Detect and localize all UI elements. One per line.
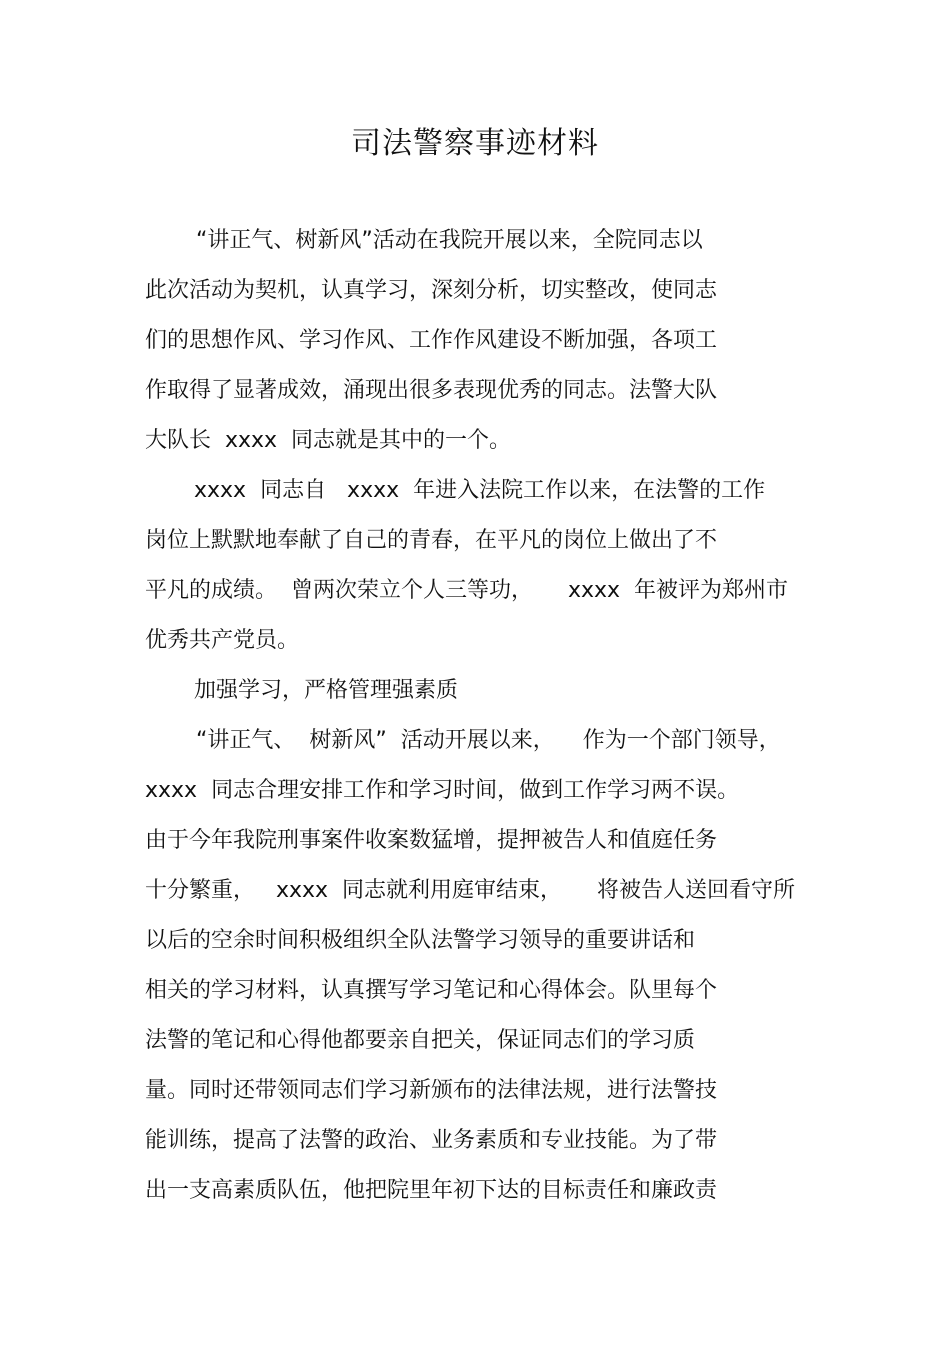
body-line: 大队长 xxxx 同志就是其中的一个。 (145, 428, 512, 453)
body-line: 由于今年我院刑事案件收案数猛增，提押被告人和值庭任务 (145, 828, 718, 853)
body-line: 相关的学习材料，认真撰写学习笔记和心得体会。队里每个 (145, 978, 718, 1003)
body-line: 量。同时还带领同志们学习新颁布的法律法规，进行法警技 (145, 1078, 718, 1103)
body-line: “讲正气、 树新风” 活动开展以来， 作为一个部门领导， (196, 728, 781, 753)
body-line: 岗位上默默地奉献了自己的青春，在平凡的岗位上做出了不 (145, 528, 718, 553)
document-title: 司法警察事迹材料 (351, 126, 599, 161)
body-line: 出一支高素质队伍，他把院里年初下达的目标责任和廉政责 (145, 1178, 718, 1203)
body-line: 十分繁重， xxxx 同志就利用庭审结束， 将被告人送回看守所 (145, 878, 796, 903)
body-line: 以后的空余时间积极组织全队法警学习领导的重要讲话和 (145, 928, 696, 953)
body-line: xxxx 同志自 xxxx 年进入法院工作以来，在法警的工作 (194, 478, 766, 503)
body-line: 此次活动为契机，认真学习，深刻分析，切实整改，使同志 (145, 278, 718, 303)
body-line: 平凡的成绩。 曾两次荣立个人三等功， xxxx 年被评为郑州市 (145, 578, 789, 603)
body-line: xxxx 同志合理安排工作和学习时间，做到工作学习两不误。 (145, 778, 740, 803)
body-line: 作取得了显著成效，涌现出很多表现优秀的同志。法警大队 (145, 378, 718, 403)
section-heading: 加强学习，严格管理强素质 (194, 678, 459, 703)
body-line: 法警的笔记和心得他都要亲自把关，保证同志们的学习质 (145, 1028, 696, 1053)
body-line: 能训练，提高了法警的政治、业务素质和专业技能。为了带 (145, 1128, 718, 1153)
body-line: “讲正气、树新风”活动在我院开展以来，全院同志以 (196, 228, 703, 253)
body-line: 们的思想作风、学习作风、工作作风建设不断加强，各项工 (145, 328, 718, 353)
body-line: 优秀共产党员。 (145, 628, 300, 653)
